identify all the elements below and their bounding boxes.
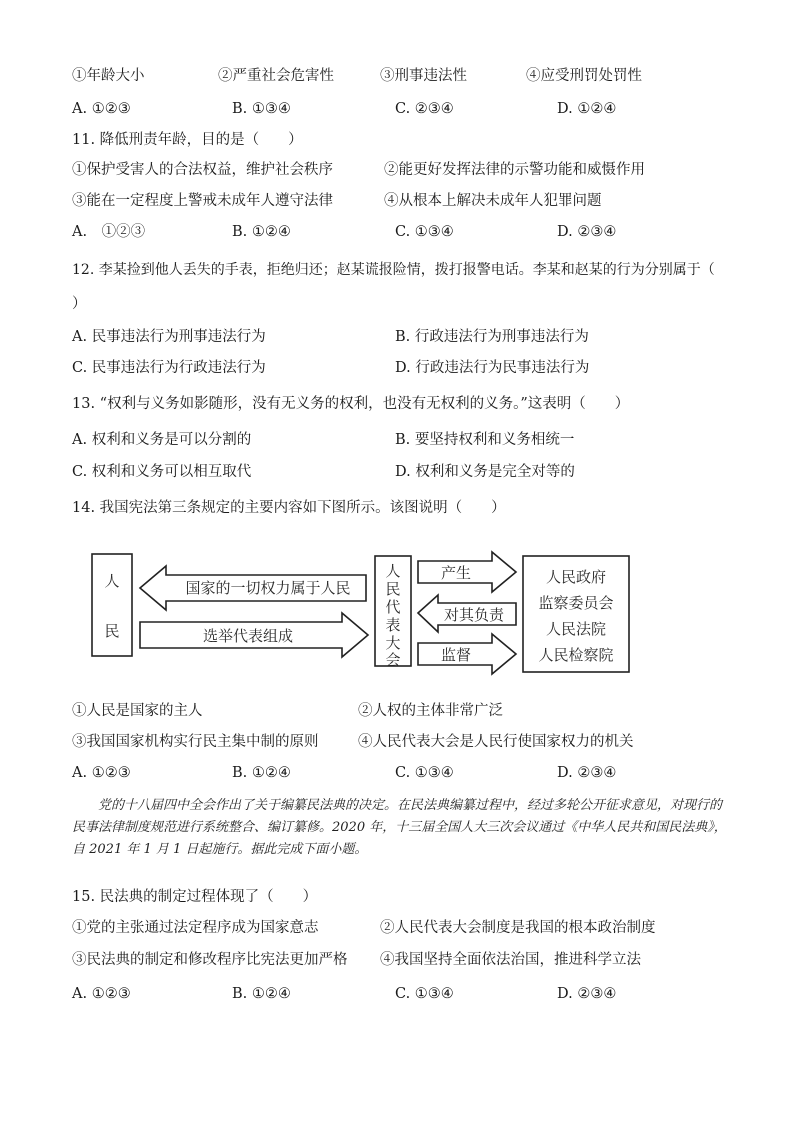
q15-choice-c: C. ①③④ — [395, 986, 454, 1002]
organ-supervisory-commission: 监察委员会 — [538, 594, 614, 612]
q12-choice-c: C. 民事违法行为行政违法行为 — [72, 360, 266, 376]
q14-choice-d: D. ②③④ — [557, 765, 617, 781]
q11-option-4: ④从根本上解决未成年人犯罪问题 — [384, 193, 602, 209]
q14-option-3: ③我国国家机构实行民主集中制的原则 — [72, 734, 319, 750]
arrow-power-label: 国家的一切权力属于人民 — [185, 579, 351, 597]
q15-choice-d: D. ②③④ — [557, 986, 617, 1002]
q11-choice-a: A. ①②③ — [72, 224, 146, 240]
q14-option-2: ②人权的主体非常广泛 — [358, 703, 503, 719]
q10-option-2: ②严重社会危害性 — [218, 68, 334, 84]
q15-stem: 15. 民法典的制定过程体现了（ ） — [72, 889, 318, 905]
q10-choice-d: D. ①②④ — [557, 101, 617, 117]
q13-stem: 13. “权利与义务如影随形，没有无义务的权利，也没有无权利的义务。”这表明（ ） — [72, 396, 630, 412]
q15-option-3: ③民法典的制定和修改程序比宪法更加严格 — [72, 952, 348, 968]
q15-option-1: ①党的主张通过法定程序成为国家意志 — [72, 920, 319, 936]
organ-government: 人民政府 — [545, 568, 607, 586]
q11-choice-d: D. ②③④ — [557, 224, 617, 240]
q15-option-4: ④我国坚持全面依法治国，推进科学立法 — [380, 952, 641, 968]
q11-stem: 11. 降低刑责年龄，目的是（ ） — [72, 132, 303, 148]
q10-option-3: ③刑事违法性 — [380, 68, 467, 84]
q15-choice-b: B. ①②④ — [232, 986, 291, 1002]
q14-choice-a: A. ①②③ — [72, 765, 131, 781]
q11-choice-b: B. ①②④ — [232, 224, 291, 240]
q14-option-4: ④人民代表大会是人民行使国家权力的机关 — [358, 734, 634, 750]
material-text: 党的十八届四中全会作出了关于编纂民法典的决定。在民法典编纂过程中，经过多轮公开征求意见，对现行的民事法律制度规范进行系统整合、编订纂修。2020 年，十三届全国人大三次会议通过《中华人民共和国民法典》，自 2021 年 1 月 1 日起施行。据此完成下面小题。 — [72, 798, 727, 857]
q10-option-4: ④应受刑罚处罚性 — [526, 68, 642, 84]
constitution-diagram — [88, 548, 638, 678]
q14-stem: 14. 我国宪法第三条规定的主要内容如下图所示。该图说明（ ） — [72, 500, 506, 516]
congress-char-1: 人 — [385, 562, 401, 580]
q13-choice-b: B. 要坚持权利和义务相统一 — [395, 432, 575, 448]
q12-choice-a: A. 民事违法行为刑事违法行为 — [72, 329, 266, 345]
congress-char-4: 表 — [385, 616, 401, 634]
q13-choice-c: C. 权利和义务可以相互取代 — [72, 464, 252, 480]
q10-choice-a: A. ①②③ — [72, 101, 131, 117]
people-char-2: 民 — [104, 622, 120, 640]
q11-choice-c: C. ①③④ — [395, 224, 454, 240]
congress-char-2: 民 — [385, 580, 401, 598]
q12-choice-b: B. 行政违法行为刑事违法行为 — [395, 329, 589, 345]
arrow-produce-label: 产生 — [440, 564, 472, 582]
q14-choice-b: B. ①②④ — [232, 765, 291, 781]
q10-option-1: ①年龄大小 — [72, 68, 145, 84]
organ-court: 人民法院 — [545, 620, 607, 638]
q10-choice-b: B. ①③④ — [232, 101, 291, 117]
arrow-elect-label: 选举代表组成 — [202, 627, 294, 645]
congress-char-6: 会 — [385, 651, 401, 669]
q12-stem: 12. 李某捡到他人丢失的手表，拒绝归还；赵某谎报险情，拨打报警电话。李某和赵某的行为分别属于（ — [72, 262, 715, 278]
arrow-supervise-label: 监督 — [440, 646, 472, 664]
q12-stem-cont: ） — [72, 296, 87, 312]
people-box — [92, 554, 132, 656]
congress-char-5: 大 — [385, 634, 401, 652]
q11-option-3: ③能在一定程度上警戒未成年人遵守法律 — [72, 193, 333, 209]
q14-option-1: ①人民是国家的主人 — [72, 703, 203, 719]
material-paragraph — [72, 795, 727, 861]
people-char-1: 人 — [104, 572, 120, 590]
congress-char-3: 代 — [385, 598, 401, 616]
q12-choice-d: D. 行政违法行为民事违法行为 — [395, 360, 590, 376]
q15-option-2: ②人民代表大会制度是我国的根本政治制度 — [380, 920, 656, 936]
organ-procuratorate: 人民检察院 — [538, 646, 614, 664]
q15-choice-a: A. ①②③ — [72, 986, 131, 1002]
q11-option-2: ②能更好发挥法律的示警功能和威慑作用 — [384, 162, 645, 178]
q10-choice-c: C. ②③④ — [395, 101, 454, 117]
q11-option-1: ①保护受害人的合法权益，维护社会秩序 — [72, 162, 333, 178]
q13-choice-d: D. 权利和义务是完全对等的 — [395, 464, 575, 480]
q13-choice-a: A. 权利和义务是可以分割的 — [72, 432, 252, 448]
arrow-responsible-label: 对其负责 — [443, 606, 505, 624]
q14-choice-c: C. ①③④ — [395, 765, 454, 781]
